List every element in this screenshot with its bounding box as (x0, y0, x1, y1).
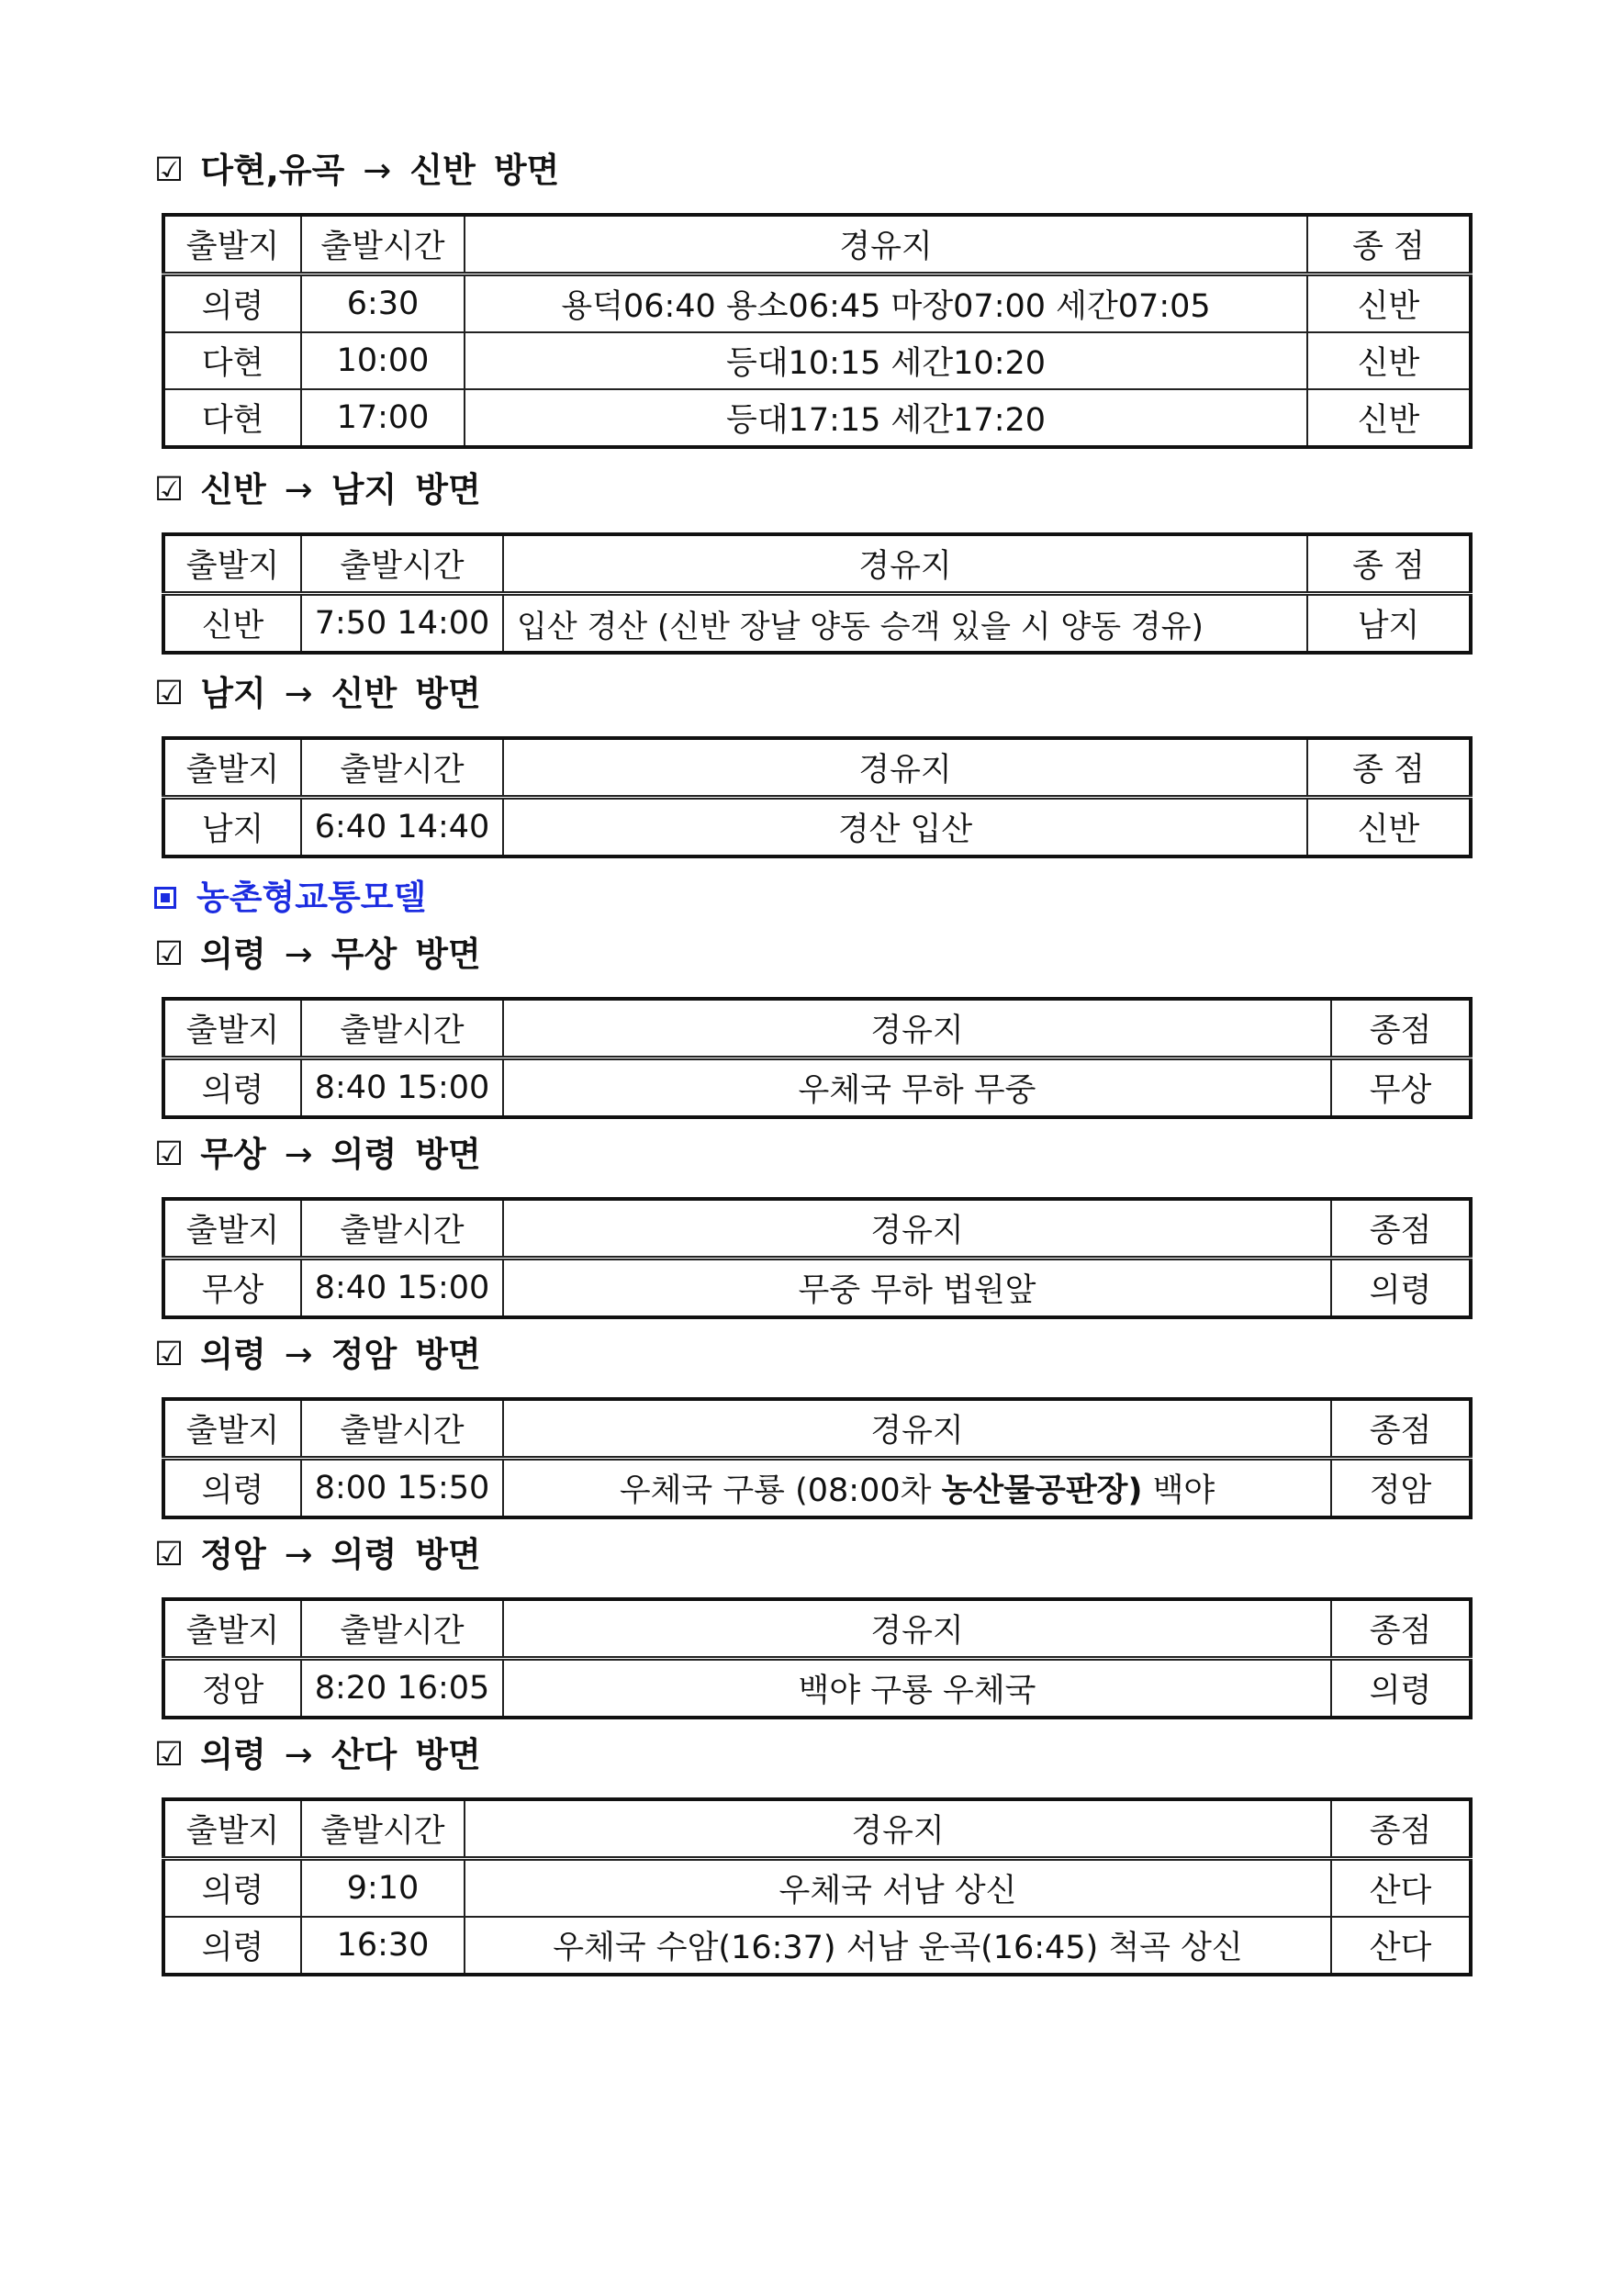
cell-time: 7:50 14:00 (301, 594, 503, 654)
cell-via: 등대17:15 세간17:20 (465, 389, 1307, 447)
header-depart-time: 출발시간 (301, 1199, 503, 1259)
timetable (162, 1797, 1473, 1976)
section-heading (154, 672, 481, 716)
cell-end: 신반 (1307, 798, 1471, 857)
cell-via: 용덕06:40 용소06:45 마장07:00 세간07:05 (465, 274, 1307, 333)
header-via: 경유지 (465, 215, 1307, 274)
cell-end: 신반 (1307, 274, 1471, 333)
table-header-row (163, 1199, 1471, 1259)
cell-time: 8:40 15:00 (301, 1259, 503, 1318)
header-terminal: 종 점 (1307, 534, 1471, 594)
arrow-icon: → (284, 935, 313, 974)
cell-via: 백야 구룡 우체국 (503, 1659, 1331, 1718)
cell-origin: 무상 (163, 1259, 301, 1318)
arrow-icon: → (284, 1535, 313, 1574)
header-via: 경유지 (465, 1799, 1331, 1859)
section-heading (154, 1533, 481, 1577)
cell-end: 의령 (1331, 1259, 1471, 1318)
heading-to: 정암 (330, 1335, 398, 1374)
section-heading (154, 933, 481, 977)
cell-end: 신반 (1307, 332, 1471, 389)
checkbox-icon: ☑ (154, 471, 185, 509)
checkbox-icon: ☑ (154, 1136, 185, 1173)
heading-to: 남지 (330, 470, 398, 509)
heading-direction: 방면 (415, 470, 481, 509)
table-header-row (163, 215, 1471, 274)
table-header-row (163, 1399, 1471, 1459)
checkbox-icon: ☑ (154, 935, 185, 973)
via-bold-text: 농산물공판장) (941, 1472, 1143, 1509)
heading-to: 무상 (330, 935, 398, 974)
header-depart-time: 출발시간 (301, 215, 465, 274)
header-terminal: 종점 (1331, 999, 1471, 1058)
table-row (163, 1917, 1471, 1975)
cell-time: 8:20 16:05 (301, 1659, 503, 1718)
table-row (163, 1459, 1471, 1518)
header-depart-time: 출발시간 (301, 999, 503, 1058)
header-origin: 출발지 (163, 1399, 301, 1459)
cell-origin: 남지 (163, 798, 301, 857)
header-terminal: 종 점 (1307, 738, 1471, 798)
heading-from: 신반 (200, 470, 266, 509)
checkbox-icon: ☑ (154, 1736, 185, 1774)
header-via: 경유지 (503, 534, 1307, 594)
section-heading (154, 1733, 481, 1777)
heading-direction: 방면 (415, 1135, 481, 1174)
via-text: 우체국 구룡 (08:00차 (619, 1472, 942, 1509)
header-via: 경유지 (503, 999, 1331, 1058)
cell-time: 6:40 14:40 (301, 798, 503, 857)
arrow-icon: → (284, 674, 313, 713)
cell-end: 신반 (1307, 389, 1471, 447)
table-row (163, 798, 1471, 857)
timetable (162, 532, 1473, 655)
heading-to: 신반 (330, 674, 398, 713)
header-depart-time: 출발시간 (301, 1399, 503, 1459)
heading-from: 의령 (200, 935, 266, 974)
header-via: 경유지 (503, 1399, 1331, 1459)
heading-direction: 방면 (415, 935, 481, 974)
via-text-end: 백야 (1142, 1472, 1215, 1509)
header-origin: 출발지 (163, 999, 301, 1058)
header-origin: 출발지 (163, 1199, 301, 1259)
checkbox-icon: ☑ (154, 1336, 185, 1373)
cell-origin: 다현 (163, 332, 301, 389)
timetable (162, 1597, 1473, 1719)
cell-via: 입산 경산 (신반 장날 양동 승객 있을 시 양동 경유) (503, 594, 1307, 654)
cell-via: 경산 입산 (503, 798, 1307, 857)
table-row (163, 594, 1471, 654)
arrow-icon: → (284, 1335, 313, 1374)
checkbox-icon: ☑ (154, 1536, 185, 1573)
heading-direction: 방면 (415, 1335, 481, 1374)
timetable (162, 213, 1473, 449)
arrow-icon: → (284, 1735, 313, 1774)
heading-direction: 방면 (415, 1735, 481, 1774)
cell-end: 의령 (1331, 1659, 1471, 1718)
cell-origin: 신반 (163, 594, 301, 654)
heading-from: 다현,유곡 (200, 151, 345, 190)
table-header-row (163, 999, 1471, 1058)
cell-origin: 다현 (163, 389, 301, 447)
heading-direction: 방면 (415, 674, 481, 713)
filled-square-icon (154, 887, 176, 909)
heading-to: 산다 (330, 1735, 398, 1774)
header-terminal: 종점 (1331, 1599, 1471, 1659)
heading-to: 신반 (409, 151, 476, 190)
header-origin: 출발지 (163, 1599, 301, 1659)
cell-time: 10:00 (301, 332, 465, 389)
header-via: 경유지 (503, 738, 1307, 798)
cell-end: 무상 (1331, 1058, 1471, 1118)
cell-time: 6:30 (301, 274, 465, 333)
cell-via: 우체국 무하 무중 (503, 1058, 1331, 1118)
table-header-row (163, 738, 1471, 798)
table-header-row (163, 534, 1471, 594)
checkbox-icon: ☑ (154, 675, 185, 712)
header-depart-time: 출발시간 (301, 1599, 503, 1659)
heading-to: 의령 (330, 1135, 398, 1174)
arrow-icon: → (363, 151, 392, 190)
section-heading (154, 149, 559, 193)
heading-from: 의령 (200, 1335, 266, 1374)
cell-via: 우체국 수암(16:37) 서남 운곡(16:45) 척곡 상신 (465, 1917, 1331, 1975)
cell-time: 8:00 15:50 (301, 1459, 503, 1518)
cell-end: 산다 (1331, 1917, 1471, 1975)
table-row (163, 1259, 1471, 1318)
cell-end: 정암 (1331, 1459, 1471, 1518)
cell-end: 산다 (1331, 1859, 1471, 1918)
category-heading (154, 876, 426, 920)
header-terminal: 종점 (1331, 1799, 1471, 1859)
table-header-row (163, 1799, 1471, 1859)
timetable (162, 1197, 1473, 1319)
header-origin: 출발지 (163, 215, 301, 274)
table-header-row (163, 1599, 1471, 1659)
section-heading (154, 468, 481, 512)
heading-direction: 방면 (493, 151, 560, 190)
timetable (162, 997, 1473, 1119)
cell-time: 9:10 (301, 1859, 465, 1918)
table-row (163, 1058, 1471, 1118)
cell-via: 우체국 서남 상신 (465, 1859, 1331, 1918)
cell-origin: 의령 (163, 274, 301, 333)
heading-to: 의령 (330, 1535, 398, 1574)
cell-via: 무중 무하 법원앞 (503, 1259, 1331, 1318)
cell-time: 16:30 (301, 1917, 465, 1975)
header-depart-time: 출발시간 (301, 534, 503, 594)
header-terminal: 종점 (1331, 1199, 1471, 1259)
timetable (162, 736, 1473, 858)
arrow-icon: → (284, 1135, 313, 1174)
cell-origin: 의령 (163, 1058, 301, 1118)
cell-origin: 의령 (163, 1459, 301, 1518)
header-origin: 출발지 (163, 738, 301, 798)
header-depart-time: 출발시간 (301, 1799, 465, 1859)
cell-origin: 의령 (163, 1859, 301, 1918)
cell-via (503, 1459, 1331, 1518)
section-heading (154, 1133, 481, 1177)
heading-from: 정암 (200, 1535, 266, 1574)
heading-from: 의령 (200, 1735, 266, 1774)
table-row (163, 1659, 1471, 1718)
checkbox-icon: ☑ (154, 151, 185, 189)
cell-end: 남지 (1307, 594, 1471, 654)
table-row (163, 1859, 1471, 1918)
heading-from: 무상 (200, 1135, 266, 1174)
heading-from: 남지 (200, 674, 266, 713)
header-depart-time: 출발시간 (301, 738, 503, 798)
header-terminal: 종 점 (1307, 215, 1471, 274)
cell-origin: 정암 (163, 1659, 301, 1718)
header-via: 경유지 (503, 1199, 1331, 1259)
category-title: 농촌형교통모델 (196, 878, 427, 917)
header-via: 경유지 (503, 1599, 1331, 1659)
table-row (163, 389, 1471, 447)
header-terminal: 종점 (1331, 1399, 1471, 1459)
cell-origin: 의령 (163, 1917, 301, 1975)
timetable (162, 1397, 1473, 1519)
table-row (163, 274, 1471, 333)
cell-time: 17:00 (301, 389, 465, 447)
header-origin: 출발지 (163, 1799, 301, 1859)
header-origin: 출발지 (163, 534, 301, 594)
section-heading (154, 1333, 481, 1377)
cell-via: 등대10:15 세간10:20 (465, 332, 1307, 389)
table-row (163, 332, 1471, 389)
heading-direction: 방면 (415, 1535, 481, 1574)
arrow-icon: → (284, 470, 313, 509)
cell-time: 8:40 15:00 (301, 1058, 503, 1118)
